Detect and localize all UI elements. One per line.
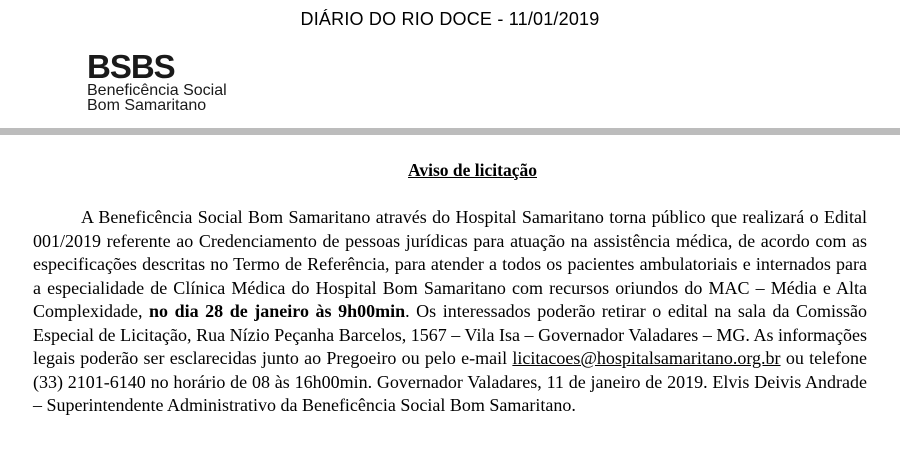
notice-paragraph: [33, 206, 867, 418]
bsbs-logo: [87, 50, 227, 113]
logo-mark: BSBS: [87, 48, 175, 85]
notice-title: Aviso de licitação: [408, 160, 537, 180]
notice-date: no dia 28 de janeiro às 9h00min: [149, 301, 406, 321]
notice-text-3: ou telefone (33) 2101-6140 no horário de 08 às 16h00min. Governador Valadares, 11 de janeiro de 2019. Elvis Deivis Andrade – Superintendente Administrativo da Beneficência Social Bom Samaritano.: [33, 348, 868, 415]
publication-header: DIÁRIO DO RIO DOCE - 11/01/2019: [300, 9, 600, 29]
notice-text-2: . Os interessados poderão retirar o edital na sala da Comissão Especial de Licitação, Rua Nízio Peçanha Barcelos, 1567 – Vila Isa – Governador Valadares – MG. As informações legais poderão ser esclarecidas junto ao Pregoeiro ou pelo e-mail: [33, 301, 868, 368]
separator-bar: [0, 128, 900, 135]
notice-body: [33, 206, 867, 418]
notice-text-1: A Beneficência Social Bom Samaritano através do Hospital Samaritano torna público que realizará o Edital 001/2019 referente ao Credenciamento de pessoas jurídicas para atuação na assistência médica, de acordo com as especificações descritas no Termo de Referência, para atender a todos os pacientes ambulatoriais e internados para a especialidade de Clínica Médica do Hospital Bom Samaritano com recursos oriundos do MAC – Média e Alta Complexidade,: [33, 207, 867, 321]
email-link[interactable]: licitacoes@hospitalsamaritano.org.br: [512, 348, 781, 368]
logo-line-1: Beneficência Social: [87, 82, 227, 99]
logo-line-2: Bom Samaritano: [87, 97, 207, 114]
